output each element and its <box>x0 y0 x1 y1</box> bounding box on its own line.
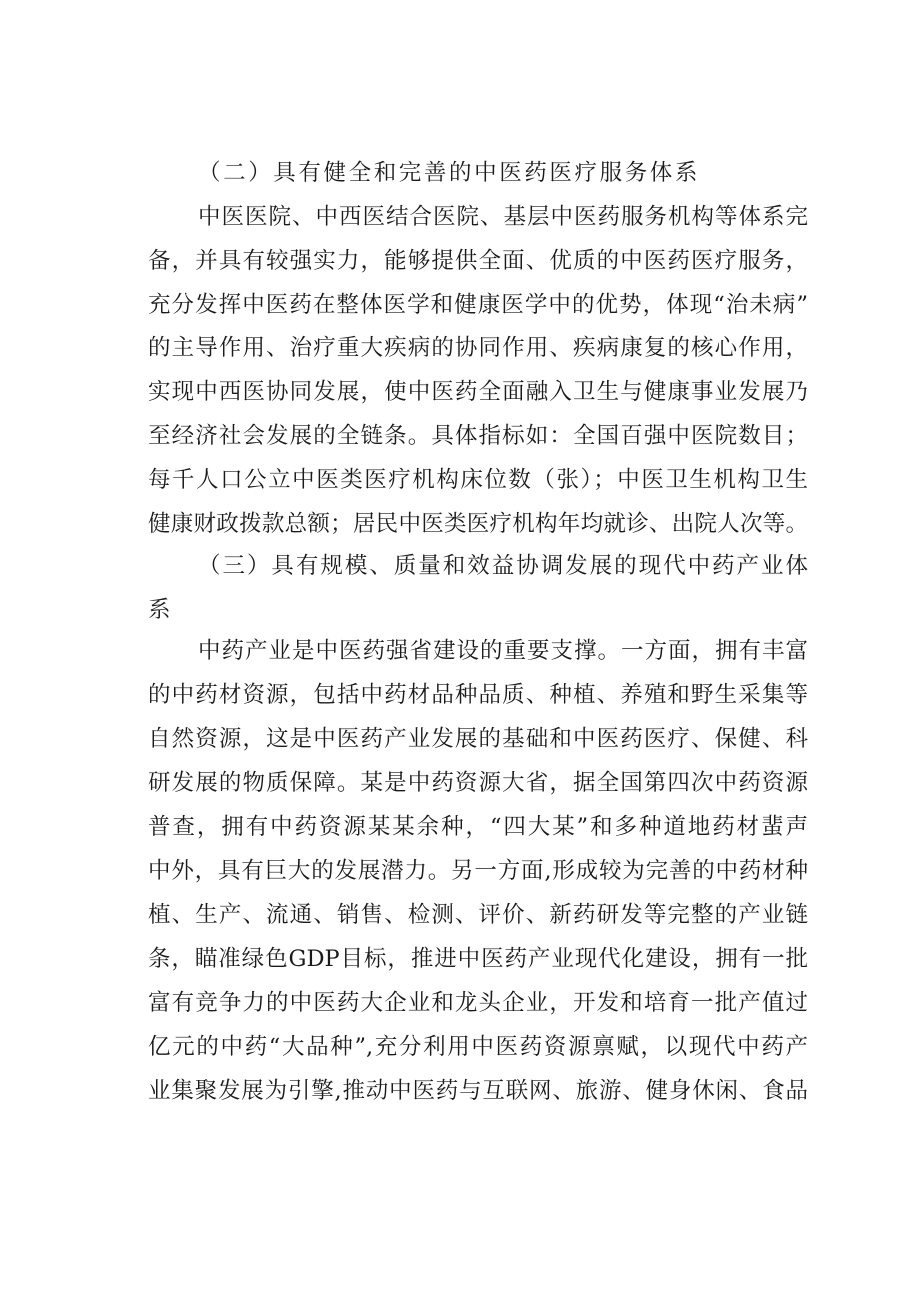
paragraph-line: 每千人口公立中医类医疗机构床位数（张）；中医卫生机构卫生 <box>148 467 808 493</box>
section-heading-2: （二）具有健全和完善的中医药医疗服务体系 <box>198 160 701 186</box>
paragraph-line: 亿元的中药“大品种”,充分利用中医药资源禀赋，以现代中药产 <box>148 1034 808 1060</box>
paragraph-line: 自然资源，这是中医药产业发展的基础和中医药医疗、保健、科 <box>148 726 808 752</box>
paragraph-line: 健康财政拨款总额；居民中医类医疗机构年均就诊、出院人次等。 <box>148 511 808 537</box>
section-heading-3-continued: 系 <box>148 597 174 623</box>
paragraph-line: 富有竞争力的中医药大企业和龙头企业，开发和培育一批产值过 <box>148 990 808 1016</box>
paragraph-line: 的中药材资源，包括中药材品种品质、种植、养殖和野生采集等 <box>148 682 808 708</box>
paragraph-line: 备，并具有较强实力，能够提供全面、优质的中医药医疗服务， <box>148 248 808 274</box>
paragraph-line: 中药产业是中医药强省建设的重要支撑。一方面，拥有丰富 <box>198 638 808 664</box>
paragraph-line: 业集聚发展为引擎,推动中医药与互联网、旅游、健身休闲、食品 <box>148 1078 808 1104</box>
paragraph-line: 条，瞄准绿色GDP目标，推进中医药产业现代化建设，拥有一批 <box>148 946 808 972</box>
section-heading-3: （三）具有规模、质量和效益协调发展的现代中药产业体 <box>198 553 808 579</box>
paragraph-line: 的主导作用、治疗重大疾病的协同作用、疾病康复的核心作用， <box>148 335 808 361</box>
paragraph-line: 植、生产、流通、销售、检测、评价、新药研发等完整的产业链 <box>148 902 808 928</box>
paragraph-line: 普查，拥有中药资源某某余种，“四大某”和多种道地药材蜚声 <box>148 814 808 840</box>
paragraph-line: 至经济社会发展的全链条。具体指标如：全国百强中医院数目； <box>148 423 808 449</box>
paragraph-line: 实现中西医协同发展，使中医药全面融入卫生与健康事业发展乃 <box>148 379 808 405</box>
paragraph-line: 中外，具有巨大的发展潜力。另一方面,形成较为完善的中药材种 <box>148 858 808 884</box>
paragraph-line: 充分发挥中医药在整体医学和健康医学中的优势，体现“治未病” <box>148 292 808 318</box>
paragraph-line: 研发展的物质保障。某是中药资源大省，据全国第四次中药资源 <box>148 770 808 796</box>
paragraph-line: 中医医院、中西医结合医院、基层中医药服务机构等体系完 <box>198 204 808 230</box>
